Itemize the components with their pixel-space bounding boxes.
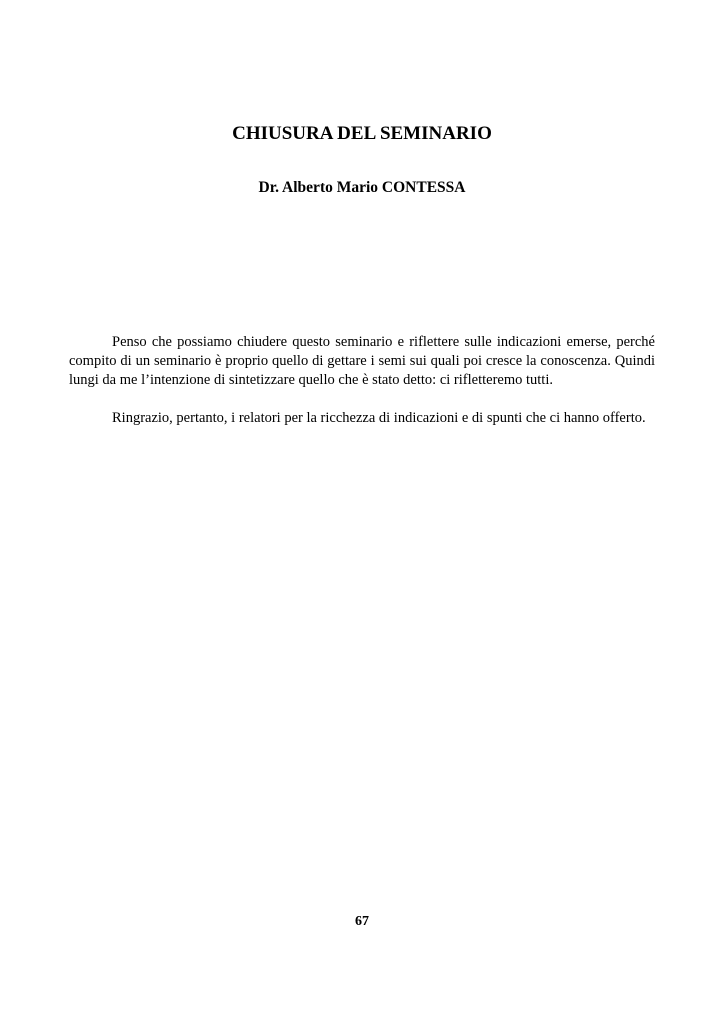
paragraph: Ringrazio, pertanto, i relatori per la ricchezza di indicazioni e di spunti che ci hanno offerto. (112, 410, 646, 426)
body-text (69, 333, 655, 447)
page-number: 67 (355, 914, 369, 929)
author-name: Dr. Alberto Mario CONTESSA (258, 179, 466, 196)
page-title: CHIUSURA DEL SEMINARIO (232, 123, 492, 144)
paragraph: Penso che possiamo chiudere questo seminario e riflettere sulle indicazioni emerse, perché compito di un seminario è proprio quello di gettare i semi sui quali poi cresce la conoscenza. Quindi lungi da me l’intenzione di sintetizzare quello che è stato detto: ci rifletteremo tutti. (69, 334, 655, 388)
